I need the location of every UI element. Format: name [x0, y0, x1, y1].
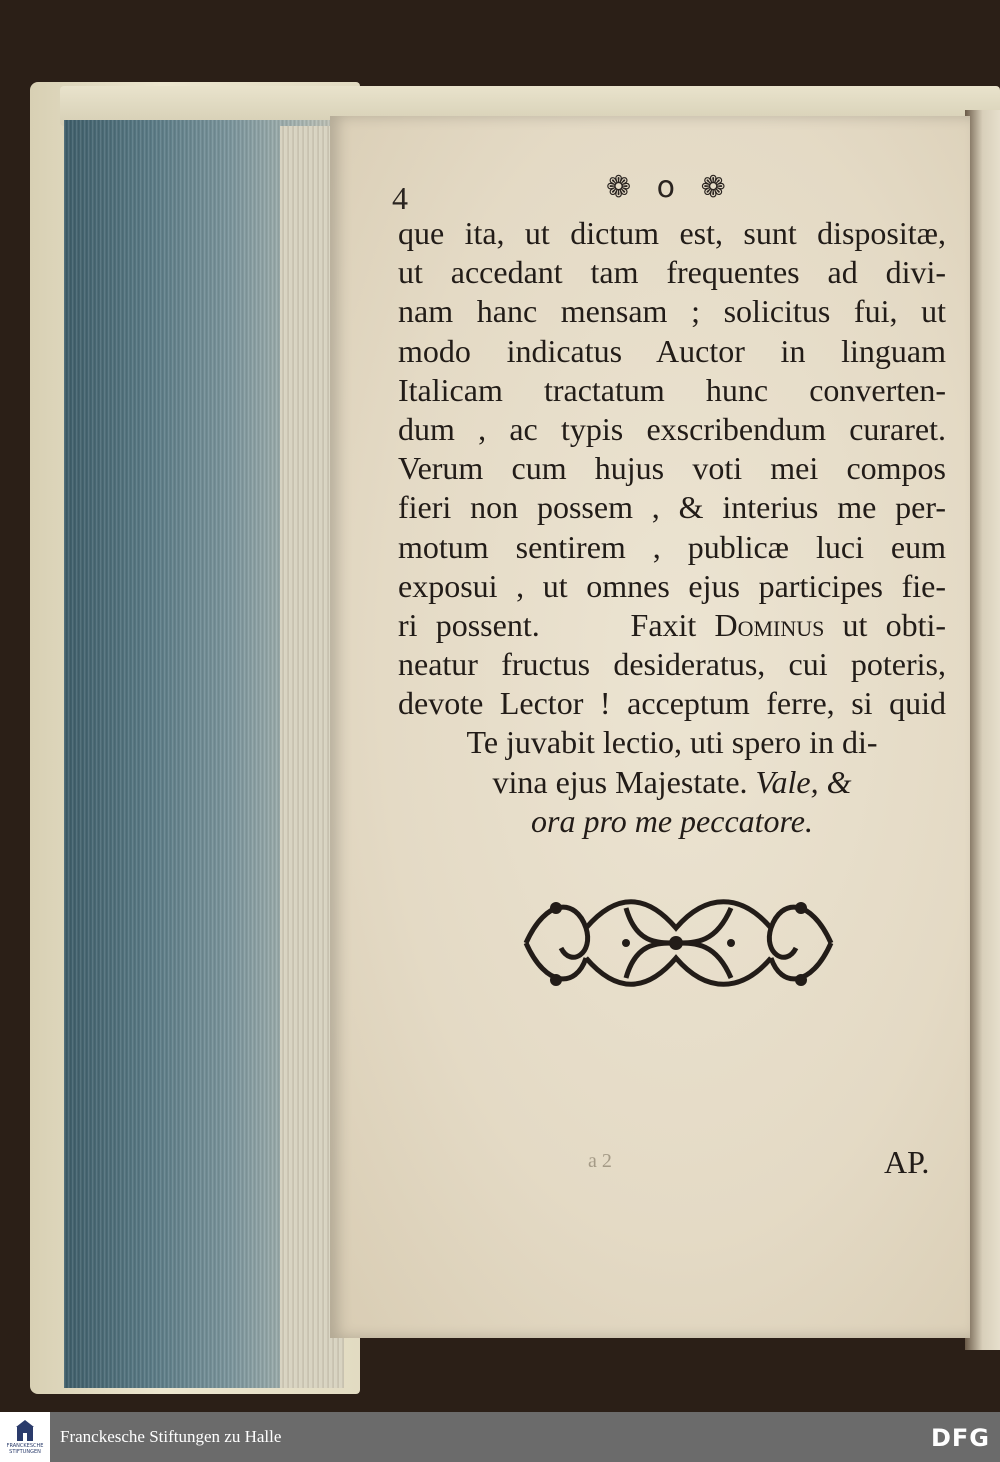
footer-bar — [0, 1412, 1000, 1462]
text-line-closing: ora pro me peccatore. — [531, 802, 813, 839]
institution-logo — [0, 1412, 50, 1462]
text-line: motum sentirem , publicæ luci eum — [398, 528, 946, 565]
text-line: que ita, ut dictum est, sunt dispositæ, — [398, 215, 946, 251]
facing-page-gutter — [965, 110, 1000, 1350]
text-fragment: Faxit — [630, 606, 715, 643]
text-line: ut accedant tam frequentes ad divi- — [398, 254, 946, 291]
text-fragment-italic: Vale, & — [755, 763, 852, 800]
text-line: fieri non possem , & interius me per- — [398, 489, 946, 526]
building-icon — [14, 1419, 36, 1443]
text-line: exposui , ut omnes ejus participes fie- — [398, 567, 946, 604]
tailpiece-ornament — [516, 888, 841, 998]
text-line: dum , ac typis exscribendum curaret. — [398, 410, 946, 447]
text-fragment: vina ejus Majestate. — [492, 763, 756, 800]
text-line: modo indicatus Auctor in linguam — [398, 332, 946, 369]
signature-mark: a 2 — [588, 1150, 612, 1172]
head-ornament: ❁ o ❁ — [606, 170, 734, 205]
text-dominus: Dominus — [714, 606, 825, 643]
text-line-faxit — [398, 606, 946, 645]
catchword: AP. — [884, 1144, 930, 1180]
text-line: neatur fructus desideratus, cui poteris, — [398, 646, 946, 683]
text-line-vale — [398, 763, 946, 802]
text-line: nam hanc mensam ; solicitus fui, ut — [398, 293, 946, 330]
institution-name: Franckesche Stiftungen zu Halle — [60, 1427, 282, 1446]
text-line: Italicam tractatum hunc converten- — [398, 371, 946, 408]
dfg-logo: DFG — [930, 1424, 990, 1452]
text-line: devote Lector ! acceptum ferre, si quid — [398, 685, 946, 722]
text-fragment: ut obti- — [824, 606, 947, 643]
page-number: 4 — [392, 180, 408, 216]
logo-text: FRANCKESCHE STIFTUNGEN — [6, 1443, 44, 1455]
text-fragment: ri possent. — [398, 606, 540, 643]
page-text — [398, 214, 946, 841]
text-line: Verum cum hujus voti mei compos — [398, 450, 946, 487]
text-line: Te juvabit lectio, uti spero in di- — [466, 724, 878, 761]
